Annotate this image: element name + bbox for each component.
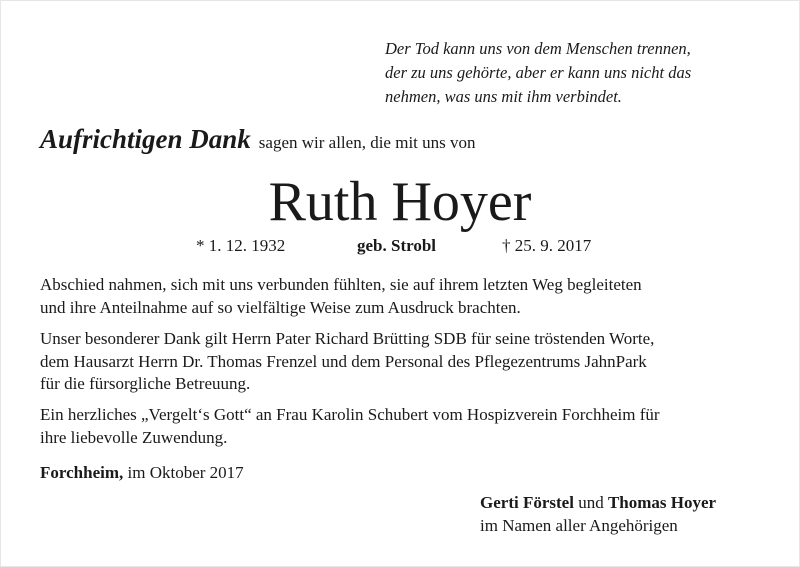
- signer-connector: und: [578, 493, 604, 512]
- quote-line: nehmen, was uns mit ihm verbindet.: [385, 87, 622, 106]
- thanks-line: [40, 124, 476, 155]
- paragraph-line: und ihre Anteilnahme auf so vielfältige Weise zum Ausdruck brachten.: [40, 297, 521, 317]
- death-date: † 25. 9. 2017: [502, 236, 592, 255]
- paragraph-line: Unser besonderer Dank gilt Herrn Pater Richard Brütting SDB für seine tröstenden Worte,: [40, 329, 655, 348]
- quote-line: der zu uns gehörte, aber er kann uns nicht das: [385, 63, 692, 82]
- paragraph-line: Ein herzliches „Vergelt‘s Gott“ an Frau Karolin Schubert vom Hospizverein Forchheim für: [40, 405, 660, 424]
- signer-subline: im Namen aller Angehörigen: [480, 515, 678, 535]
- memorial-quote: [385, 37, 785, 109]
- date-text: im Oktober 2017: [127, 463, 244, 482]
- paragraph-line: Abschied nahmen, sich mit uns verbunden fühlten, sie auf ihrem letzten Weg begleiteten: [40, 275, 642, 294]
- paragraph-line: dem Hausarzt Herrn Dr. Thomas Frenzel und dem Personal des Pflegezentrums JahnPark: [40, 351, 647, 371]
- place-date: [40, 463, 244, 483]
- paragraph-farewell: [40, 274, 762, 319]
- thanks-heading: Aufrichtigen Dank: [40, 124, 251, 154]
- paragraph-special-thanks: [40, 328, 762, 396]
- paragraph-hospice-thanks: [40, 404, 762, 449]
- paragraph-line: für die fürsorgliche Betreuung.: [40, 374, 251, 393]
- signature-block: [480, 492, 716, 537]
- signer-name: Thomas Hoyer: [607, 493, 717, 512]
- quote-line: Der Tod kann uns von dem Menschen trennen,: [385, 39, 691, 58]
- deceased-name: Ruth Hoyer: [268, 171, 532, 233]
- signer-name: Gerti Förstel: [480, 493, 574, 512]
- thanks-text: sagen wir allen, die mit uns von: [258, 133, 476, 152]
- place-name: Forchheim,: [40, 463, 124, 482]
- birth-date: * 1. 12. 1932: [196, 236, 286, 255]
- paragraph-line: ihre liebevolle Zuwendung.: [40, 427, 228, 447]
- maiden-name: geb. Strobl: [357, 236, 437, 255]
